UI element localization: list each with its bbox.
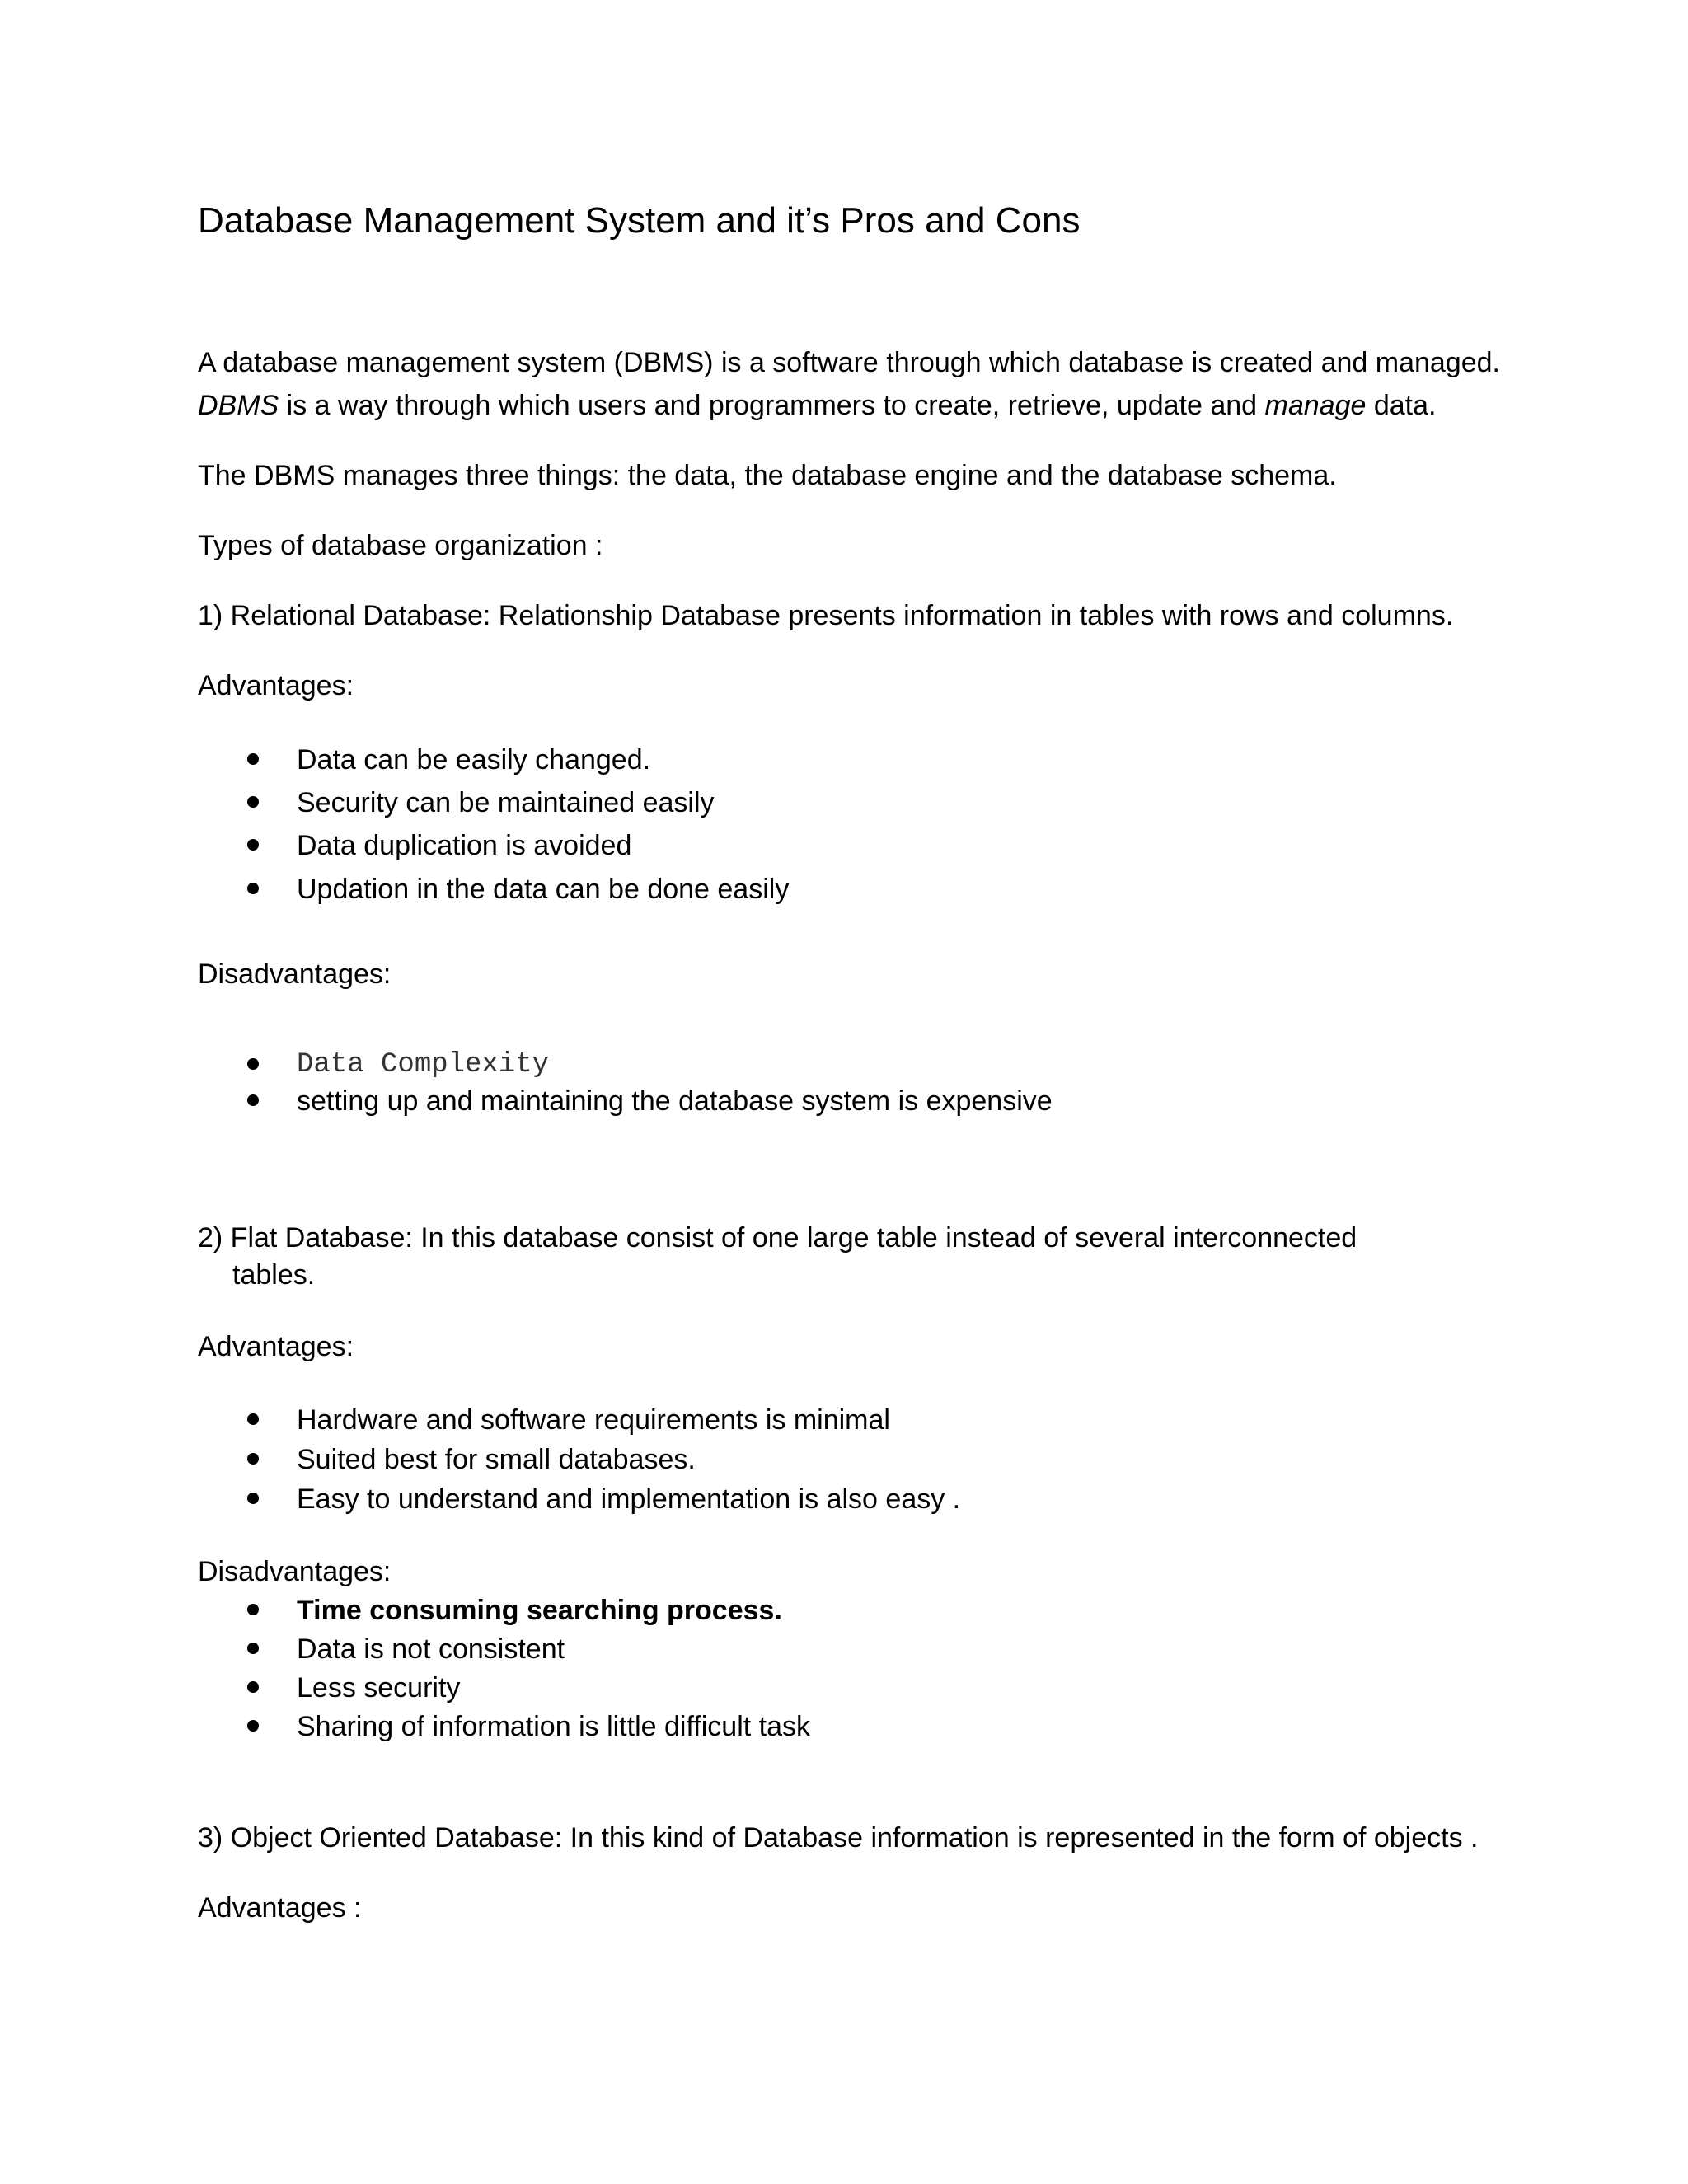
list-item: [0, 1047, 1688, 1083]
intro-line-2-end: data.: [1366, 390, 1437, 421]
list-item-text: Security can be maintained easily: [297, 787, 715, 818]
list-item-text: setting up and maintaining the database system is expensive: [297, 1085, 1053, 1117]
list-item: [0, 827, 1688, 864]
list-item-text: Data Complexity: [297, 1049, 550, 1080]
list-item-text: Easy to understand and implementation is also easy .: [297, 1483, 961, 1515]
relational-advantages-label: Advantages:: [198, 670, 354, 701]
manage-emphasis: manage: [1264, 390, 1367, 421]
flat-heading-line-2: tables.: [232, 1259, 316, 1291]
list-item-text: Less security: [297, 1672, 461, 1704]
list-item-text: Updation in the data can be done easily: [297, 874, 790, 905]
bullet-icon: [247, 753, 259, 765]
list-item: [0, 871, 1688, 907]
dbms-emphasis: DBMS: [198, 390, 279, 421]
bullet-icon: [247, 1493, 259, 1504]
flat-advantages-label: Advantages:: [198, 1331, 354, 1362]
list-item: [0, 742, 1688, 778]
list-item-text: Time consuming searching process.: [297, 1595, 782, 1626]
list-item: [0, 1083, 1688, 1119]
object-oriented-advantages-label: Advantages :: [198, 1892, 362, 1924]
document-title: Database Management System and it’s Pros and Cons: [198, 200, 1081, 241]
list-item-text: Data is not consistent: [297, 1633, 565, 1665]
intro-paragraph-line-2: [198, 387, 1436, 424]
intro-paragraph-line-1: A database management system (DBMS) is a software through which database is created and managed.: [198, 347, 1500, 378]
list-item-text: Suited best for small databases.: [297, 1444, 696, 1475]
list-item-text: Hardware and software requirements is minimal: [297, 1404, 890, 1436]
bullet-icon: [247, 1094, 259, 1106]
list-item: [0, 785, 1688, 821]
bullet-icon: [247, 883, 259, 894]
list-item: [0, 1670, 1688, 1706]
bullet-icon: [247, 1681, 259, 1693]
list-item-text: Data duplication is avoided: [297, 830, 632, 861]
bullet-icon: [247, 1604, 259, 1615]
flat-disadvantages-label: Disadvantages:: [198, 1556, 392, 1587]
list-item: [0, 1441, 1688, 1478]
list-item: [0, 1631, 1688, 1667]
list-item-text: Data can be easily changed.: [297, 744, 651, 776]
list-item: [0, 1708, 1688, 1745]
flat-heading-line-1: 2) Flat Database: In this database consist of one large table instead of several interconnected: [198, 1222, 1357, 1254]
list-item-text: Sharing of information is little difficult task: [297, 1711, 810, 1742]
bullet-icon: [247, 1058, 259, 1070]
list-item: [0, 1402, 1688, 1438]
types-heading: Types of database organization :: [198, 530, 603, 561]
bullet-icon: [247, 839, 259, 851]
bullet-icon: [247, 1720, 259, 1732]
intro-line-2-middle: is a way through which users and programmers to create, retrieve, update and: [279, 390, 1265, 421]
object-oriented-heading: 3) Object Oriented Database: In this kind of Database information is represented in the form of objects .: [198, 1822, 1479, 1854]
relational-heading: 1) Relational Database: Relationship Database presents information in tables with rows and columns.: [198, 600, 1454, 631]
bullet-icon: [247, 1413, 259, 1425]
dbms-manages-paragraph: The DBMS manages three things: the data, the database engine and the database schema.: [198, 460, 1337, 491]
list-item: [0, 1481, 1688, 1517]
bullet-icon: [247, 1453, 259, 1465]
list-item: [0, 1592, 1688, 1629]
relational-disadvantages-label: Disadvantages:: [198, 958, 392, 990]
bullet-icon: [247, 1643, 259, 1654]
bullet-icon: [247, 796, 259, 808]
